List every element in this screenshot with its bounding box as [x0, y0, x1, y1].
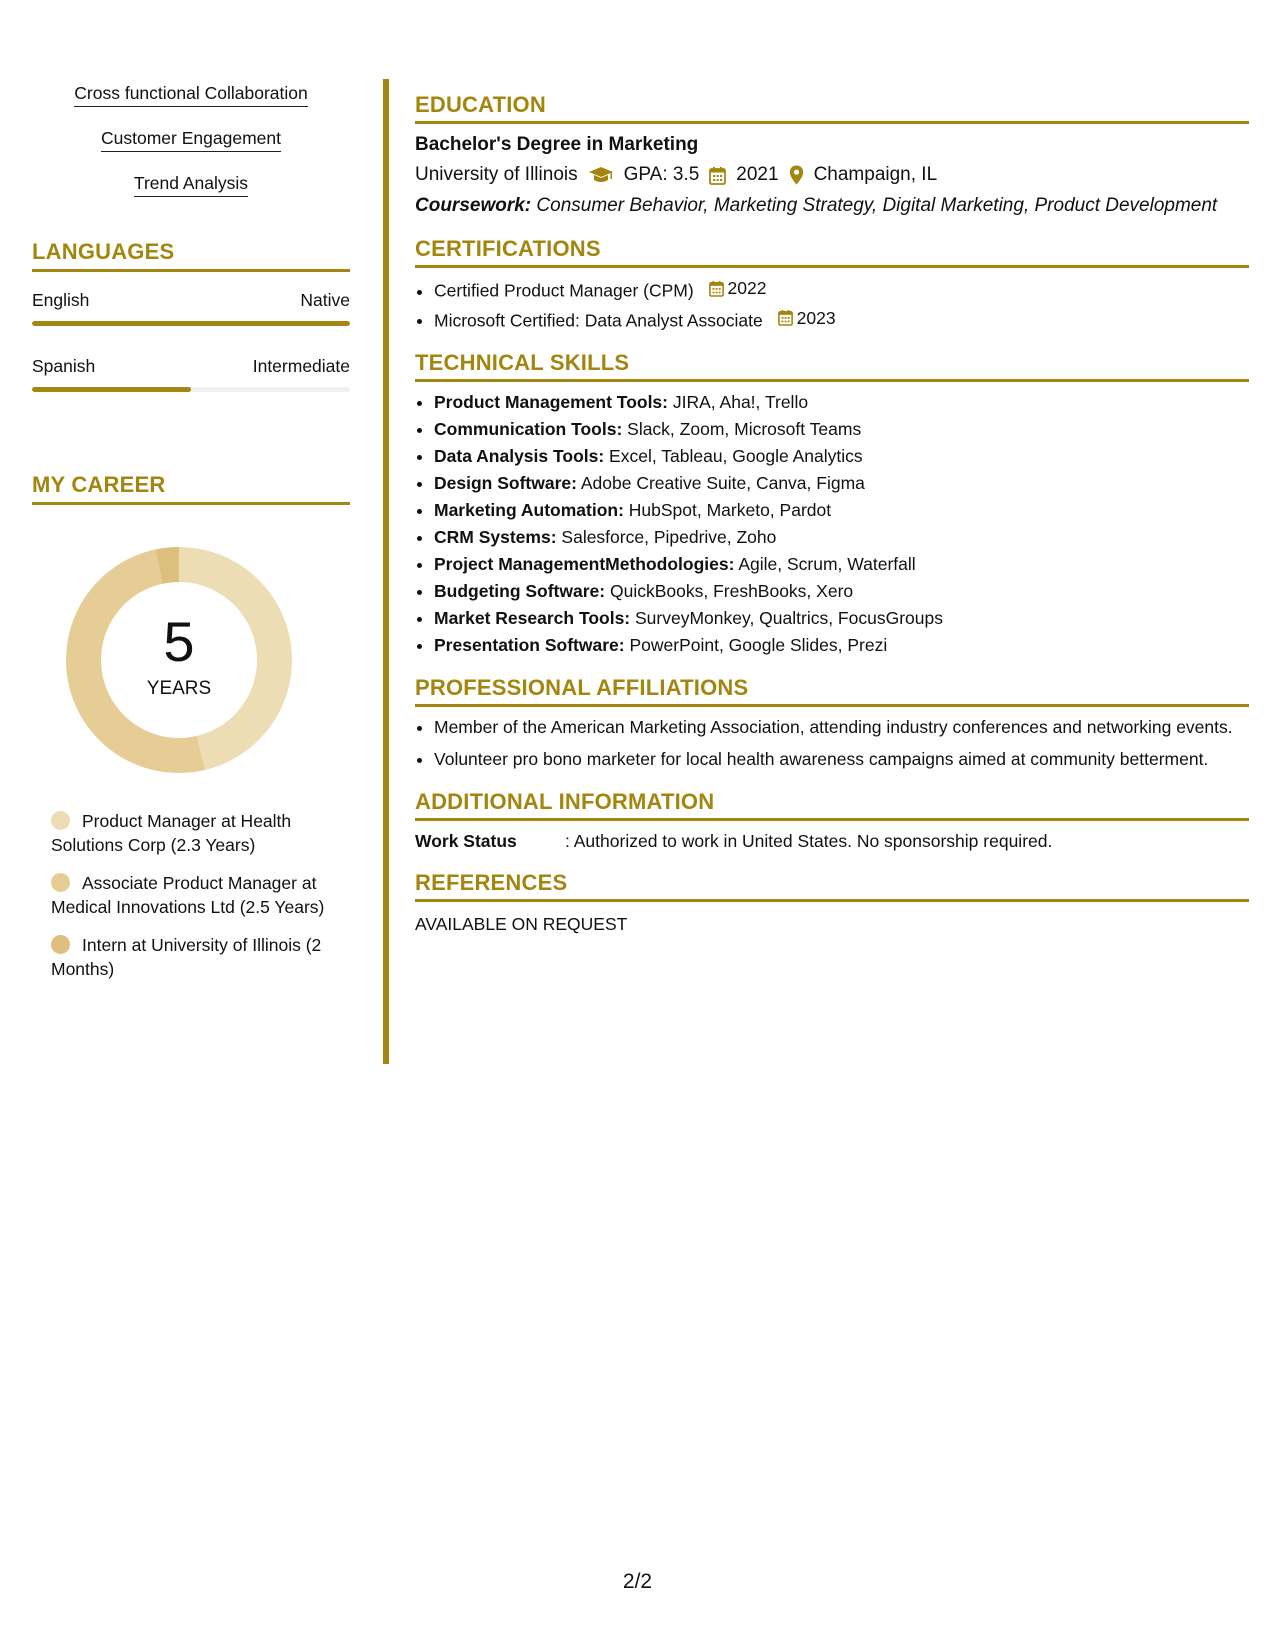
skill-item	[434, 444, 1249, 468]
skill-item	[434, 471, 1249, 495]
certifications-list	[415, 276, 1249, 332]
certification-year: 2022	[727, 278, 767, 298]
skill-values: Agile, Scrum, Waterfall	[734, 554, 916, 574]
career-legend-label: Product Manager at Health Solutions Corp (2.3 Years)	[51, 811, 292, 855]
skill-values: PowerPoint, Google Slides, Prezi	[624, 635, 888, 655]
skill-item	[434, 579, 1249, 603]
work-status-label: Work Status	[415, 831, 517, 851]
skill-category: Project ManagementMethodologies:	[434, 554, 735, 574]
skill-category: Design Software:	[434, 473, 577, 493]
certification-year: 2023	[796, 307, 836, 328]
skill-category: CRM Systems:	[434, 527, 557, 547]
language-proficiency-fill	[32, 321, 350, 326]
career-legend-label: Intern at University of Illinois (2 Months)	[51, 935, 322, 979]
degree-title: Bachelor's Degree in Marketing	[415, 134, 699, 155]
language-level: Intermediate	[252, 356, 350, 376]
additional-info-section	[415, 789, 1249, 852]
languages-heading: LANGUAGES	[32, 239, 350, 272]
skill-item	[434, 525, 1249, 549]
coursework	[415, 194, 1249, 218]
career-heading: MY CAREER	[32, 472, 350, 505]
affiliations-list	[415, 715, 1249, 771]
coursework-list: Consumer Behavior, Marketing Strategy, Digital Marketing, Product Development	[531, 195, 1218, 216]
skill-category: Budgeting Software:	[434, 581, 606, 601]
certification-item	[434, 306, 1249, 333]
skills-list	[32, 82, 350, 197]
skill-category: Communication Tools:	[434, 419, 623, 439]
skill-category: Data Analysis Tools:	[434, 446, 605, 466]
career-donut-chart	[66, 547, 292, 773]
education-section	[415, 92, 1249, 218]
skill-item	[434, 552, 1249, 576]
skill-category: Product Management Tools:	[434, 392, 668, 412]
skill-item	[434, 498, 1249, 522]
technical-skills-list	[415, 390, 1249, 657]
language-name: English	[32, 290, 90, 310]
skill-category: Presentation Software:	[434, 635, 625, 655]
calendar-icon	[709, 166, 726, 185]
page-number: 2/2	[622, 1570, 653, 1593]
additional-info-heading: ADDITIONAL INFORMATION	[415, 789, 1249, 821]
references-text: AVAILABLE ON REQUEST	[415, 914, 628, 934]
skill-values: Salesforce, Pipedrive, Zoho	[556, 527, 777, 547]
legend-dot-icon	[51, 873, 70, 892]
skill-tag: Cross functional Collaboration	[74, 82, 307, 107]
language-proficiency-bar	[32, 387, 350, 392]
career-legend-item	[51, 809, 336, 857]
school-location: Champaign, IL	[813, 164, 938, 185]
skill-values: HubSpot, Marketo, Pardot	[623, 500, 832, 520]
affiliation-item: • Volunteer pro bono marketer for local health awareness campaigns aimed at community betterment.	[434, 747, 1249, 771]
career-legend	[51, 809, 336, 981]
certification-name: Certified Product Manager (CPM)	[434, 280, 694, 301]
career-total-unit: YEARS	[146, 678, 212, 699]
work-status-value: : Authorized to work in United States. No sponsorship required.	[565, 831, 1053, 851]
career-legend-item	[51, 933, 336, 981]
location-pin-icon	[789, 165, 804, 185]
certification-date	[778, 306, 836, 330]
language-name: Spanish	[32, 356, 96, 376]
graduation-year: 2021	[736, 164, 779, 185]
skill-tag: Customer Engagement	[101, 127, 281, 152]
skill-item	[434, 606, 1249, 630]
gpa: GPA: 3.5	[623, 164, 700, 185]
language-level: Native	[300, 290, 350, 310]
work-status-row	[415, 831, 1249, 852]
certification-name: Microsoft Certified: Data Analyst Associate	[434, 310, 763, 330]
language-english	[32, 290, 350, 326]
language-proficiency-bar	[32, 321, 350, 326]
certification-item	[434, 276, 1249, 303]
references-section	[415, 870, 1249, 935]
skill-values: Adobe Creative Suite, Canva, Figma	[576, 473, 865, 493]
skill-tag: Trend Analysis	[134, 172, 248, 197]
technical-skills-section	[415, 350, 1249, 657]
skill-values: Excel, Tableau, Google Analytics	[604, 446, 863, 466]
skill-values: SurveyMonkey, Qualtrics, FocusGroups	[630, 608, 943, 628]
language-proficiency-fill	[32, 387, 191, 392]
career-legend-label: Associate Product Manager at Medical Innovations Ltd (2.5 Years)	[51, 873, 325, 917]
career-legend-item	[51, 871, 336, 919]
affiliation-item: • Member of the American Marketing Association, attending industry conferences and networking events.	[434, 715, 1249, 739]
column-divider	[383, 79, 389, 1064]
graduation-cap-icon	[588, 166, 614, 184]
references-heading: REFERENCES	[415, 870, 1249, 902]
certification-date	[709, 276, 767, 300]
legend-dot-icon	[51, 811, 70, 830]
skill-category: Marketing Automation:	[434, 500, 624, 520]
affiliations-section	[415, 675, 1249, 771]
certifications-heading: CERTIFICATIONS	[415, 236, 1249, 268]
education-details	[415, 164, 1249, 186]
skill-values: QuickBooks, FreshBooks, Xero	[605, 581, 854, 601]
calendar-icon	[709, 280, 724, 297]
career-total-number: 5	[163, 610, 195, 673]
skill-values: Slack, Zoom, Microsoft Teams	[622, 419, 862, 439]
main-content	[415, 92, 1249, 953]
school-name: University of Illinois	[415, 164, 578, 185]
language-spanish	[32, 356, 350, 392]
legend-dot-icon	[51, 935, 70, 954]
career-total	[66, 547, 292, 773]
sidebar	[32, 82, 350, 995]
affiliations-heading: PROFESSIONAL AFFILIATIONS	[415, 675, 1249, 707]
skill-item	[434, 633, 1249, 657]
certifications-section	[415, 236, 1249, 332]
skill-values: JIRA, Aha!, Trello	[668, 392, 809, 412]
technical-skills-heading: TECHNICAL SKILLS	[415, 350, 1249, 382]
skill-category: Market Research Tools:	[434, 608, 631, 628]
skill-item	[434, 417, 1249, 441]
education-heading: EDUCATION	[415, 92, 1249, 124]
calendar-icon	[778, 309, 793, 326]
coursework-label: Coursework:	[415, 195, 532, 216]
skill-item	[434, 390, 1249, 414]
